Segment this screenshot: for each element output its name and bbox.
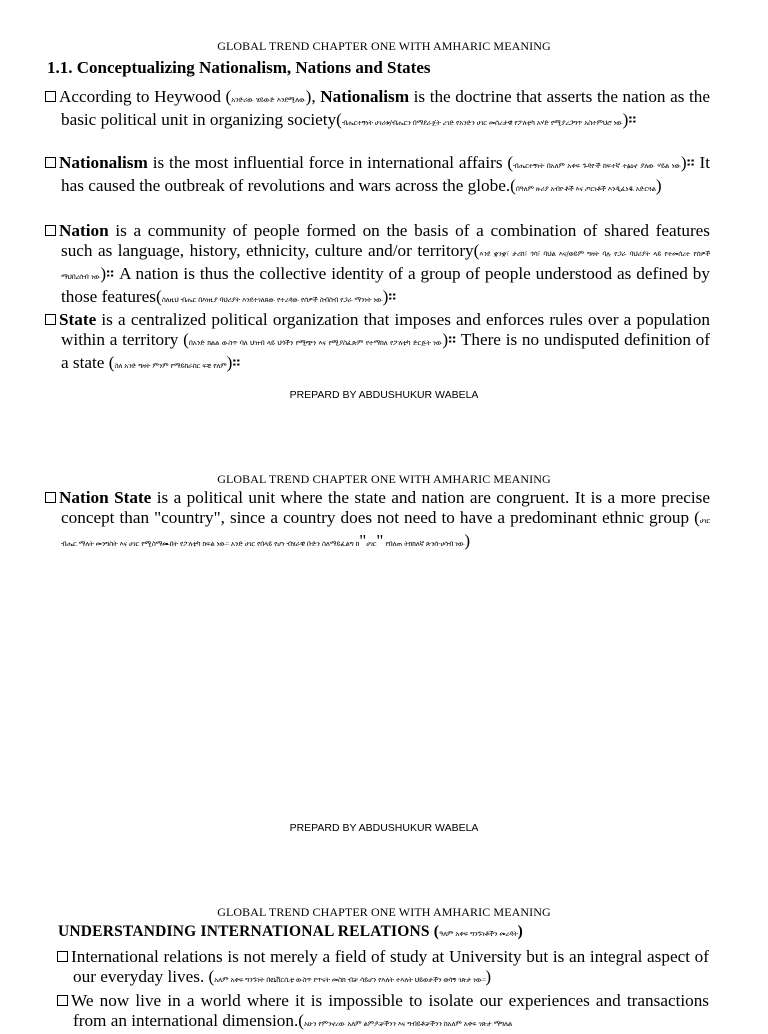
checkbox-bullet-icon bbox=[45, 314, 56, 325]
page-header: GLOBAL TREND CHAPTER ONE WITH AMHARIC MEANING bbox=[217, 39, 551, 53]
bullet-nationalism-force: Nationalism is the most influential force in international affairs (ብሔርተኝነት በአለም አቀፍ ጉዳዮች ከፍተኛ ተፅዕኖ ያለው ሃይል ነው)። It has caused the outbreak of revolutions and wars across the globe.(በዓለም ዙሪያ አብዮቶች እና ጦርነቶች እንዲፈነዱ አድርጓል) bbox=[45, 153, 710, 199]
section-title: 1.1. Conceptualizing Nationalism, Nations and States bbox=[47, 58, 431, 77]
section-title: UNDERSTANDING INTERNATIONAL RELATIONS (ዓለም አቀፍ ግንኙነቶችን መረዳት) bbox=[58, 923, 524, 940]
bullet-ir-international-dimension: We now live in a world where it is impossible to isolate our experiences and transactions from an international dimension.(አሁን የምንኖረው አለም ልምዶቻችንን እና ግብይቶቻችንን ከአለም አቀፍ ገጽታ ማግለል bbox=[57, 991, 709, 1034]
checkbox-bullet-icon bbox=[45, 225, 56, 236]
page-footer: PREPARD BY ABDUSHUKUR WABELA bbox=[289, 822, 479, 834]
bullet-state-definition: State is a centralized political organization that imposes and enforces rules over a population within a territory (በአንድ ክልል ውስጥ ባለ ህዝብ ላይ ህጎችን የሚጭን እና የሚያስፈጽም የተማከለ የፖለቲካ ድርጅት ነው)። There is no undisputed definition of a state (ስለ አንድ ግዛት ምንም የማይከራከር ፍቺ የለም)። bbox=[45, 310, 710, 376]
bullet-nation-definition: Nation is a community of people formed on the basis of a combination of shared features such as language, history, ethnicity, culture and/or territory(እንደ ቋንቋ፣ ታሪክ፣ ጎሳ፣ ባህል እና/ወይም ግዛት ባሉ የጋራ ባህሪያት ላይ የተመሰረተ የሰዎች ማህበረሰብ ነው)። A nation is thus the collective identity of a group of people understood as defined by those features(ስለዚህ ብሔር በእነዚያ ባህሪያት እንደተገለጸው የተረዳው የሰዎች ስብስብ የጋራ ማንነት ነው)። bbox=[45, 221, 710, 310]
bullet-nation-state-definition: Nation State is a political unit where the state and nation are congruent. It is a more precise concept than "country", since a country does not need to have a predominant ethnic group (ሀገር ብሔር ማለት መንግስት እና ሀገር የሚስማሙበት የፖለቲካ ክፍል ነው። አንድ ሀገር የበላይ የሆነ ብሄራዊ ቡድን ስለማይፈልግ ከ"ሀገር" የበለጠ ትክክለኛ ጽንሰ-ሀሳብ ነው) bbox=[45, 488, 710, 554]
bullet-ir-everyday-lives: International relations is not merely a field of study at University but is an integral aspect of our everyday lives. (አለም አቀፍ ግንኙነት በዩኒቨርሲቲ ውስጥ የጥናት መስክ ብቻ ሳይሆን የእለት ተእለት ህይወታችን ወሳኝ ገጽታ ነው።) bbox=[57, 947, 709, 990]
bullet-nationalism-definition: According to Heywood (አንድሪው ሄይውድ እንደሚለው), Nationalism is the doctrine that asserts the nation as the basic political unit in organizing society(ብሔርተኝነት ሀገሪቱ/ብሔርን በማደራጀት ረገድ የአንድን ሀገር መሰረታዊ የፖለቲካ አሃድ የሚያረጋግጥ አስተምህሮ ነው)። bbox=[45, 87, 710, 133]
checkbox-bullet-icon bbox=[57, 995, 68, 1006]
checkbox-bullet-icon bbox=[45, 91, 56, 102]
checkbox-bullet-icon bbox=[45, 157, 56, 168]
page-footer: PREPARD BY ABDUSHUKUR WABELA bbox=[289, 389, 479, 401]
page-header: GLOBAL TREND CHAPTER ONE WITH AMHARIC MEANING bbox=[217, 472, 551, 486]
page-header: GLOBAL TREND CHAPTER ONE WITH AMHARIC MEANING bbox=[217, 905, 551, 919]
checkbox-bullet-icon bbox=[45, 492, 56, 503]
checkbox-bullet-icon bbox=[57, 951, 68, 962]
